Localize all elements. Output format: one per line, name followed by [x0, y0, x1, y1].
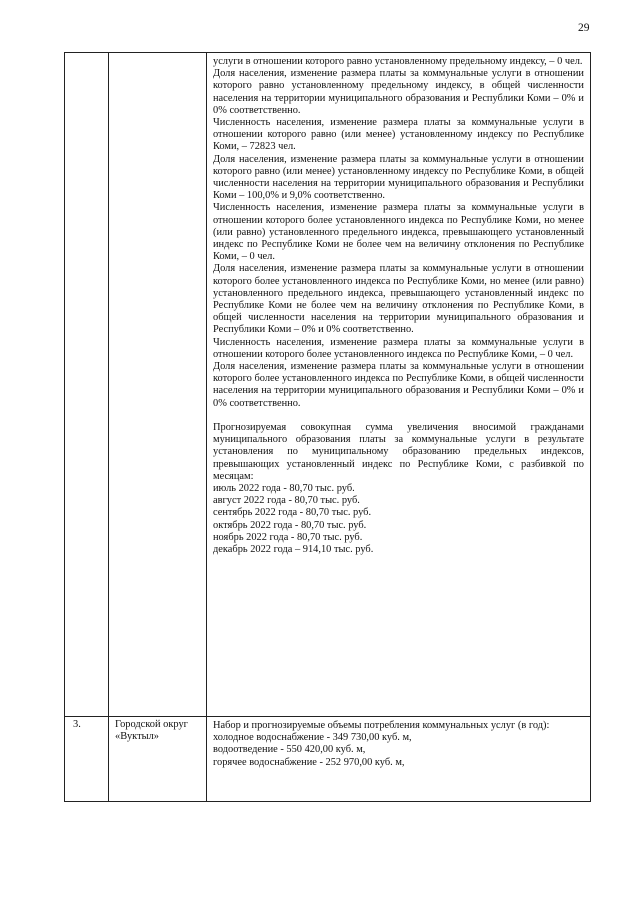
consumption-line: горячее водоснабжение - 252 970,00 куб. м, — [213, 756, 405, 768]
municipal-indices-table — [64, 52, 591, 802]
month-forecast: декабрь 2022 года – 914,10 тыс. руб. — [213, 543, 374, 555]
paragraph: Численность населения, изменение размера платы за коммунальные услуги в отношении которого более установленного индекса по Республике Коми, – 0 чел. — [213, 336, 584, 360]
forecast-intro: Прогнозируемая совокупная сумма увеличения вносимой гражданами муниципального образования платы за коммунальные услуги в результате установления по муниципальному образованию предельных индексов, превышающих установленный индекс по Республике Коми, с разбивкой по месяцам: — [213, 421, 584, 482]
month-forecast: июль 2022 года - 80,70 тыс. руб. — [213, 482, 355, 494]
paragraph: Доля населения, изменение размера платы за коммунальные услуги в отношении которого равно установленному предельному индексу, в общей численности населения на территории муниципального образования и Республики Коми – 0% и 0% соответственно. — [213, 68, 584, 116]
municipality-name-cell — [109, 53, 207, 717]
paragraph: Доля населения, изменение размера платы за коммунальные услуги в отношении которого более установленного индекса по Республике Коми, но менее (или равно) установленного предельного индекса, превышающего установленный индекс по Республике Коми не более чем на величину отклонения по Республике Коми, в общей численности населения на территории муниципального образования и Республики Коми – 0% и 0% соответственно. — [213, 263, 584, 336]
table-row — [65, 717, 591, 802]
spacer — [213, 410, 584, 422]
paragraph: Доля населения, изменение размера платы за коммунальные услуги в отношении которого равно (или менее) установленному индексу по Республике Коми, в общей численности населения на территории муниципального образования и Республики Коми – 100,0% и 9,0% соответственно. — [213, 153, 584, 202]
page-number: 29 — [578, 22, 590, 34]
description-cell — [207, 53, 591, 717]
row-number-cell — [65, 53, 109, 717]
consumption-intro: Набор и прогнозируемые объемы потребления коммунальных услуг (в год): — [213, 720, 550, 731]
month-forecast: ноябрь 2022 года - 80,70 тыс. руб. — [213, 531, 363, 543]
consumption-line: холодное водоснабжение - 349 730,00 куб. м, — [213, 732, 412, 744]
month-forecast: октябрь 2022 года - 80,70 тыс. руб. — [213, 519, 367, 531]
municipality-name-cell: Городской округ «Вуктыл» — [109, 717, 207, 802]
paragraph: услуги в отношении которого равно установленному предельному индексу, – 0 чел. — [213, 56, 583, 67]
paragraph: Доля населения, изменение размера платы за коммунальные услуги в отношении которого более установленного индекса по Республике Коми, в общей численности населения на территории муниципального образования и Республики Коми – 0% и 0% соответственно. — [213, 361, 584, 409]
month-forecast: август 2022 года - 80,70 тыс. руб. — [213, 495, 360, 507]
description-cell — [207, 717, 591, 802]
paragraph: Численность населения, изменение размера платы за коммунальные услуги в отношении которого более установленного индекса по Республике Коми, но менее (или равно) установленного предельного индекса, превышающего установленный индекс по Республике Коми не более чем на величину отклонения по Республике Коми, – 0 чел. — [213, 202, 584, 263]
table-row — [65, 53, 591, 717]
month-forecast: сентябрь 2022 года - 80,70 тыс. руб. — [213, 507, 372, 519]
row-number-cell: 3. — [65, 717, 109, 802]
consumption-line: водоотведение - 550 420,00 куб. м, — [213, 744, 366, 756]
paragraph: Численность населения, изменение размера платы за коммунальные услуги в отношении которого равно (или менее) установленному индексу по Республике Коми, – 72823 чел. — [213, 117, 584, 153]
